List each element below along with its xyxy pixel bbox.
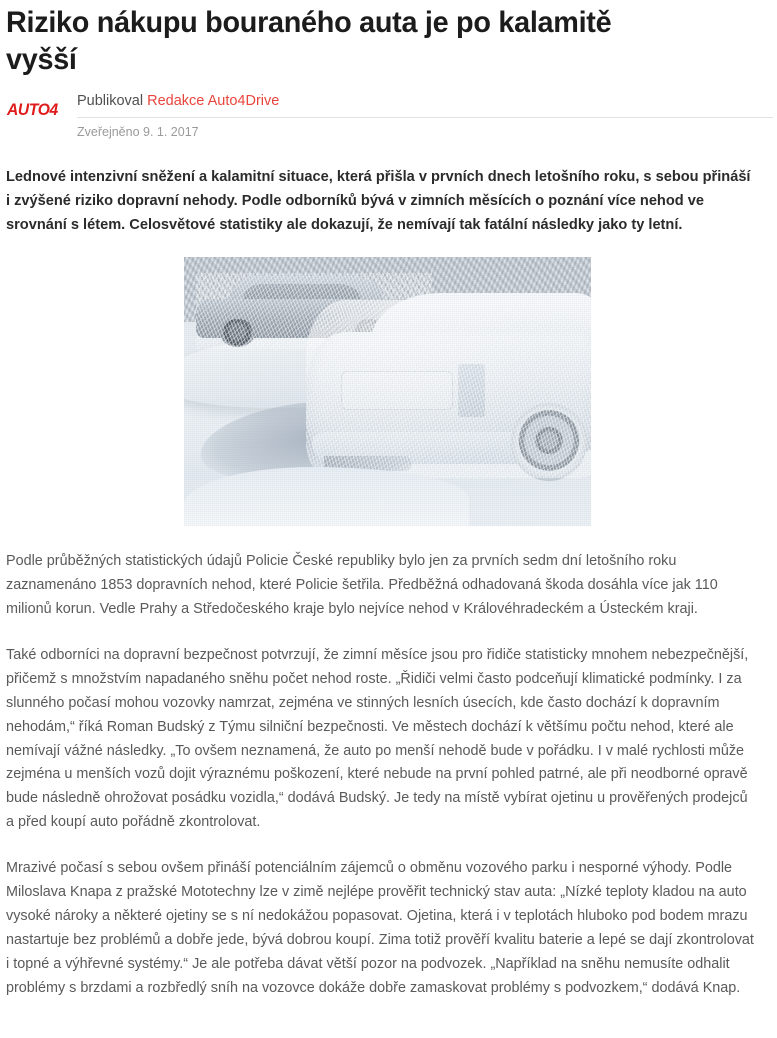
article-paragraph: Podle průběžných statistických údajů Policie České republiky bylo jen za prvních sedm dní letošního roku zaznamenáno 1853 dopravních nehod, které Policie šetřila. Předběžná odhadovaná škoda dosáhla více jak 110 milionů korun. Vedle Prahy a Středočeského kraje bylo nejvíce nehod v Královéhradeckém a Ústeckém kraji.: [6, 553, 718, 618]
article-lead-paragraph: Lednové intenzivní sněžení a kalamitní situace, která přišla v prvních dnech letošního roku, s sebou přináší i zvýšené riziko dopravní nehody. Podle odborníků bývá v zimních měsících o poznání více nehod ve srovnání s létem. Celosvětové statistiky ale dokazují, že nemívají tak fatální následky jako ty letní.: [6, 169, 751, 233]
article-container: [0, 5, 777, 1001]
byline: [6, 92, 769, 140]
page-title: Riziko nákupu bouraného auta je po kalamitě vyšší: [6, 6, 612, 76]
article-body: [6, 550, 769, 1000]
article-figure: [6, 257, 769, 526]
publish-date: Zveřejněno 9. 1. 2017: [77, 125, 199, 140]
article-photo: [184, 257, 591, 526]
article-paragraph: Také odborníci na dopravní bezpečnost potvrzují, že zimní měsíce jsou pro řidiče statisticky mnohem nebezpečnější, přičemž s množstvím napadaného sněhu počet nehod roste. „Řidiči velmi často podceňují klimatické podmínky. I za slunného počasí mohou vozovky namrzat, zejména ve stinných lesních úsecích, kde často dochází k dopravním nehodám,“ říká Roman Budský z Týmu silniční bezpečnosti. Ve městech dochází k většímu počtu nehod, které ale nemívají vážné následky. „To ovšem neznamená, že auto po menší nehodě bude v pořádku. I v malé rychlosti může zejména u menších vozů dojit výraznému poškození, které nebude na první pohled patrné, ale při neodborné opravě bude následně ohrožovat posádku vozidla,“ dodává Budský. Je tedy na místě vybírat ojetinu u prověřených prodejců a před koupí auto pořádně zkontrolovat.: [6, 646, 749, 831]
published-by-label: Publikoval: [77, 93, 144, 110]
site-logo[interactable]: [7, 92, 67, 120]
photo-car-foreground: [306, 300, 591, 478]
site-logo-text: AUTO4: [7, 100, 58, 120]
published-by-line: [77, 92, 773, 111]
byline-details: [67, 92, 773, 140]
byline-divider: [77, 117, 773, 118]
article-paragraph: Mrazivé počasí s sebou ovšem přináší potenciálním zájemců o obměnu vozového parku i nesporné výhody. Podle Miloslava Knapa z pražské Mototechny lze v zimě nejlépe prověřit technický stav auta: „Nízké teploty kladou na auto vysoké nároky a některé ojetiny se s ní nedokážou popasovat. Ojetina, která i v teplotách hluboko pod bodem mrazu nastartuje bez problémů a dobře jede, bývá dobrou koupí. Zima totiž prověří kvalitu baterie a lepé se dají zkontrolovat i topné a výhřevné systémy.“ Je ale potřeba dávat větší pozor na podvozek. „Například na sněhu nemusíte odhalit problémy s brzdami a rozbředlý sníh na vozovce dokáže dobře zamaskovat problémy s podvozkem,“ dodává Knap.: [6, 860, 754, 996]
photo-snow-drift-foreground: [184, 467, 469, 526]
author-link[interactable]: Redakce Auto4Drive: [147, 93, 280, 110]
photo-car-foreground-frost: [306, 300, 591, 478]
